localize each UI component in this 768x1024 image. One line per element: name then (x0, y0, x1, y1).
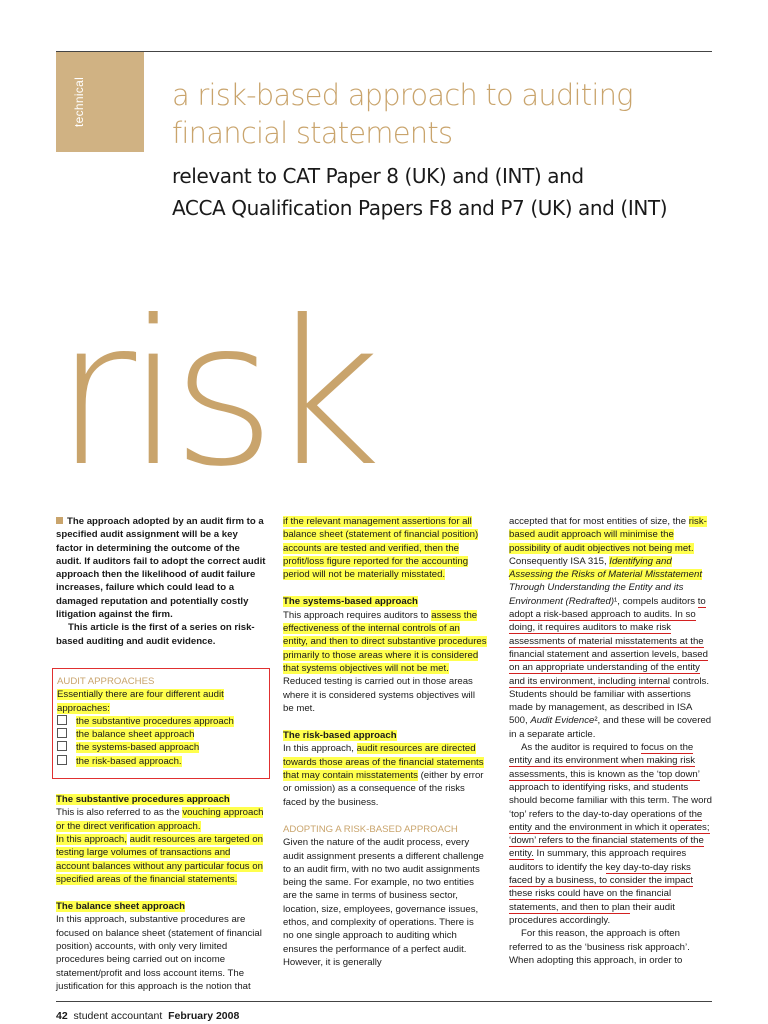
substantive-heading-text: The substantive procedures approach (56, 794, 230, 806)
footer (56, 1010, 239, 1022)
checkbox-icon (57, 755, 67, 765)
text-span: (either by error or omission) as a consequence of the risks faced by the business. (283, 770, 484, 808)
isa315-paragraph (509, 515, 713, 741)
intro-paragraph (56, 515, 266, 621)
column-1 (56, 515, 266, 993)
text-span: controls. Students should be familiar with assertions made by management, as described in ISA 500, (509, 675, 709, 727)
highlighted-text: vouching approach or the direct verification approach. (56, 807, 264, 832)
box-lead-text: Essentially there are four different audit approaches: (57, 689, 224, 714)
underlined-text: of the entity and the environment in which it operates; ‘down’ refers to the financial statements of the entity. (509, 808, 710, 860)
highlighted-text: In this approach, (56, 833, 127, 845)
italic-text: Through Understanding the Entity and its Environment (Redrafted) (509, 582, 684, 607)
text-span: accepted that for most entities of size, the (509, 516, 689, 527)
column-3 (509, 515, 713, 967)
box-item (57, 741, 265, 754)
highlighted-italic-text: Identifying and Assessing the Risks of Material Misstatement (509, 555, 703, 581)
systems-heading (283, 595, 487, 608)
risk-based-heading (283, 729, 487, 742)
box-item-text: the balance sheet approach (76, 729, 195, 741)
text-span: In summary, this approach requires auditors to identify the (509, 848, 687, 873)
text-span: In this approach, (283, 743, 357, 755)
column-2 (283, 515, 487, 969)
text-span: As the auditor is required to (521, 742, 641, 754)
systems-heading-text: The systems-based approach (283, 596, 418, 608)
page-number: 42 (56, 1010, 68, 1022)
top-rule (56, 51, 712, 52)
title-line-1: a risk-based approach to auditing (172, 78, 633, 112)
checkbox-icon (57, 741, 67, 751)
article-title (172, 76, 633, 152)
box-item (57, 728, 265, 741)
big-decorative-word: risk (54, 278, 372, 511)
continuation-paragraph (283, 515, 487, 581)
text-span: approach to identifying risks, and students should become familiar with this term. The word ‘top’ refers to the day-to-day operations (509, 781, 712, 820)
bottom-rule (56, 1001, 712, 1002)
publication-name: student accountant (73, 1010, 163, 1022)
top-down-paragraph (509, 741, 713, 927)
audit-approaches-box (52, 668, 270, 779)
subtitle-line-2: ACCA Qualification Papers F8 and P7 (UK) and (INT) (172, 196, 668, 220)
box-lead (57, 688, 265, 715)
box-item (57, 715, 265, 728)
systems-paragraph (283, 609, 487, 715)
highlighted-text: risk-based audit approach will minimise the possibility of audit objectives not being met. (509, 516, 707, 554)
substantive-paragraph-2 (56, 833, 266, 886)
substantive-paragraph (56, 806, 266, 833)
intro-text: The approach adopted by an audit firm to a specified audit assignment will be a key factor in determining the outcome of the audit. If auditors fail to adopt the correct audit approach then the likelihood of audit failure increases, failure which could lead to a damaged reputation and potentially costly litigation against the firm. (56, 516, 266, 621)
text-span: Consequently ISA 315, (509, 555, 610, 567)
highlighted-text: if the relevant management assertions for all balance sheet (statement of financial position) accounts are tested and verified, then the profit/loss figure reported for the accounting period will not be materially misstated. (283, 516, 479, 581)
subtitle-line-1: relevant to CAT Paper 8 (UK) and (INT) and (172, 164, 584, 188)
section-tab (56, 52, 144, 152)
section-label: technical (72, 76, 86, 128)
box-item-text: the substantive procedures approach (76, 715, 234, 727)
adopting-heading: ADOPTING A RISK-BASED APPROACH (283, 823, 458, 835)
business-risk-paragraph: For this reason, the approach is often referred to as the ‘business risk approach’. When adopting this approach, in order to (509, 928, 690, 966)
highlighted-text: assess the effectiveness of the internal controls of an entity, and then to direct substantive procedures primarily to those areas where it is considered that systems objectives will not be met. (283, 609, 487, 674)
text-span: their audit procedures accordingly. (509, 901, 675, 926)
text-span: This approach requires auditors to (283, 609, 432, 621)
checkbox-icon (57, 728, 67, 738)
text-span: Reduced testing is carried out in those areas where it is considered systems objectives will be met. (283, 676, 475, 714)
text-span: ¹, compels auditors (614, 595, 698, 607)
balance-sheet-paragraph: In this approach, substantive procedures are focused on balance sheet (statement of financial position) accounts, with only very limited procedures being carried out on income statement/profit and loss account items. The justification for this approach is the notion that (56, 914, 262, 992)
highlighted-text: audit resources are targeted on testing large volumes of transactions and account balances without any particular focus on specified areas of the financial statements. (56, 833, 263, 885)
substantive-heading (56, 793, 266, 806)
article-subtitle (172, 160, 667, 224)
italic-text: Audit Evidence (530, 715, 595, 727)
box-title: AUDIT APPROACHES (57, 675, 155, 687)
adopting-paragraph: Given the nature of the audit process, every audit assignment presents a different challenge to an audit firm, with no two audit assignments being the same. For example, no two entities are the same in terms of business sector, location, size, employees, governance issues, ethos, and complexity of operations. There is no one single approach to auditing which ensures the performance of a perfect audit. However, it is generally (283, 837, 484, 968)
box-item-text: the systems-based approach (76, 742, 200, 754)
issue-date: February 2008 (168, 1010, 240, 1022)
title-line-2: financial statements (172, 116, 453, 150)
underlined-text: focus on the entity and its environment when making risk assessments, this is known as the ‘top down’ (509, 742, 700, 780)
underlined-text: to adopt a risk-based approach to audits. In so doing, it requires auditors to make risk assessments of material misstatements at the financial statement and assertion levels, based on an appropriate understanding of the entity and its environment, including internal (509, 595, 708, 687)
bullet-square-icon (56, 517, 63, 524)
risk-based-paragraph (283, 742, 487, 808)
text-span: This is also referred to as the (56, 807, 183, 819)
balance-sheet-heading-text: The balance sheet approach (56, 901, 186, 913)
box-item-text: the risk-based approach. (76, 755, 182, 767)
underlined-text: key day-to-day risks faced by a business, to consider the impact these risks could have on the financial statements, and then to plan (509, 861, 693, 913)
highlighted-text: audit resources are directed towards those areas of the financial statements that may contain misstatements (283, 743, 484, 782)
risk-based-heading-text: The risk-based approach (283, 730, 397, 742)
box-item (57, 755, 265, 768)
balance-sheet-heading (56, 900, 266, 913)
text-span: ², and these will be covered in a separate article. (509, 715, 712, 740)
intro-paragraph-2: This article is the first of a series on risk-based auditing and audit evidence. (56, 622, 255, 647)
checkbox-icon (57, 715, 67, 725)
